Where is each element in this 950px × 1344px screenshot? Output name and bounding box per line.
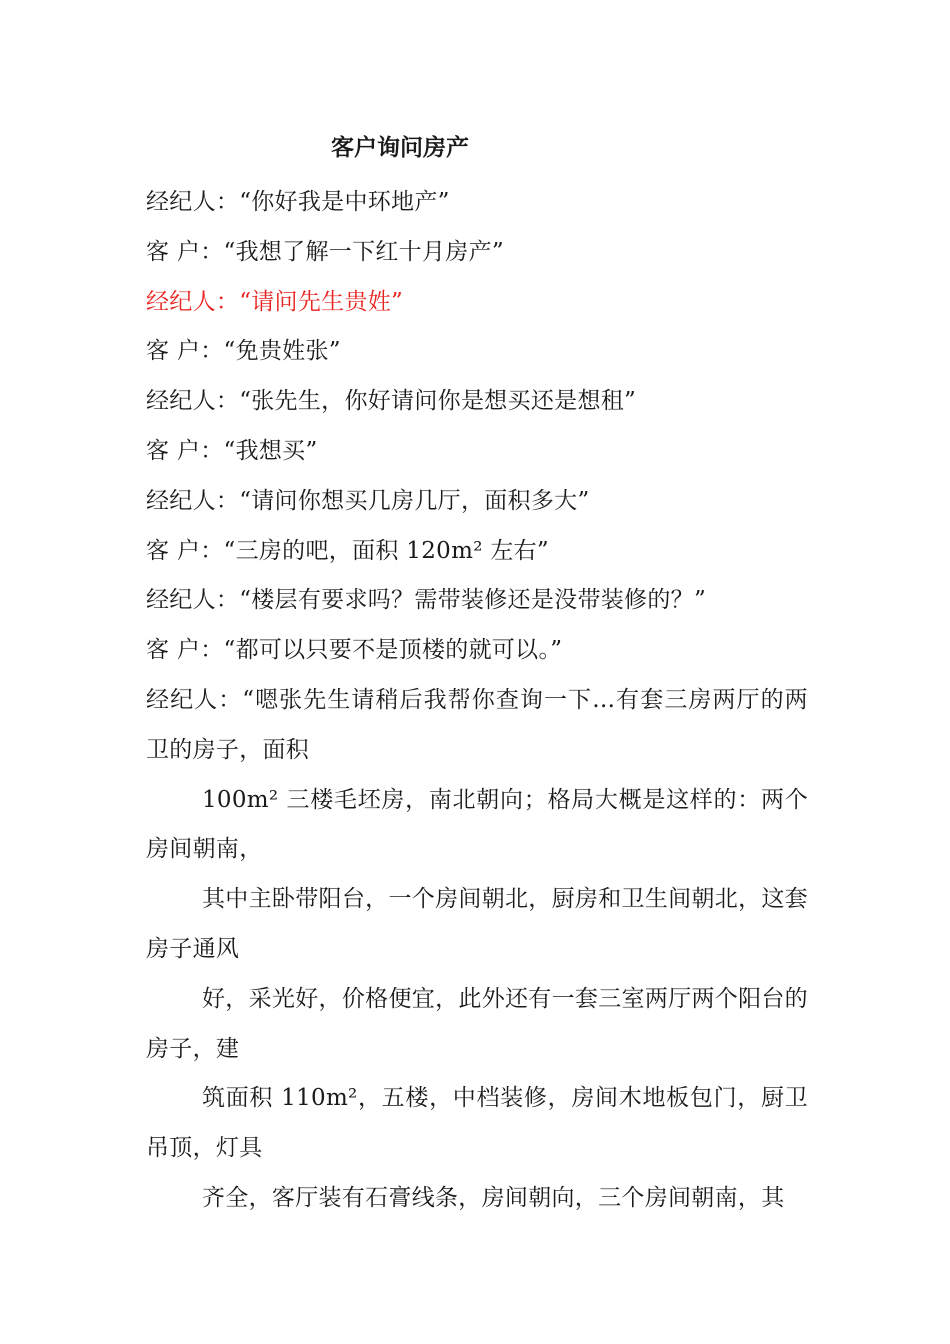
property-description-paragraph: 筑面积 110m²，五楼，中档装修，房间木地板包门，厨卫吊顶，灯具 (146, 1085, 808, 1162)
dialogue-line-agent: 经纪人：“请问你想买几房几厅，面积多大” (146, 487, 590, 514)
dialogue-line-agent-highlighted: 经纪人：“请问先生贵姓” (146, 288, 404, 315)
dialogue-line-agent: 经纪人：“楼层有要求吗？需带装修还是没带装修的？” (146, 587, 707, 614)
property-description-paragraph: 好，采光好，价格便宜，此外还有一套三室两厅两个阳台的房子，建 (146, 985, 808, 1062)
dialogue-line-customer: 客 户：“我想买” (146, 437, 318, 464)
dialogue-line-customer: 客 户：“我想了解一下红十月房产” (146, 238, 504, 265)
property-description-paragraph: 齐全，客厅装有石膏线条，房间朝向，三个房间朝南，其 (202, 1184, 785, 1211)
dialogue-line-agent: 经纪人：“张先生，你好请问你是想买还是想租” (146, 388, 637, 415)
property-description-paragraph: 其中主卧带阳台，一个房间朝北，厨房和卫生间朝北，这套房子通风 (146, 886, 808, 962)
dialogue-line-customer: 客 户：“三房的吧，面积 120m² 左右” (146, 537, 549, 564)
dialogue-body (146, 178, 808, 1224)
document-title: 客户询问房产 (331, 134, 469, 161)
dialogue-line-agent-long: 经纪人：“嗯张先生请稍后我帮你查询一下…有套三房两厅的两卫的房子，面积 (146, 686, 808, 763)
dialogue-line-agent: 经纪人：“你好我是中环地产” (146, 189, 450, 215)
dialogue-line-customer: 客 户：“都可以只要不是顶楼的就可以。” (146, 637, 563, 664)
property-description-paragraph: 100m² 三楼毛坯房，南北朝向；格局大概是这样的：两个房间朝南， (146, 786, 808, 863)
dialogue-line-customer: 客 户：“免贵姓张” (146, 338, 341, 365)
